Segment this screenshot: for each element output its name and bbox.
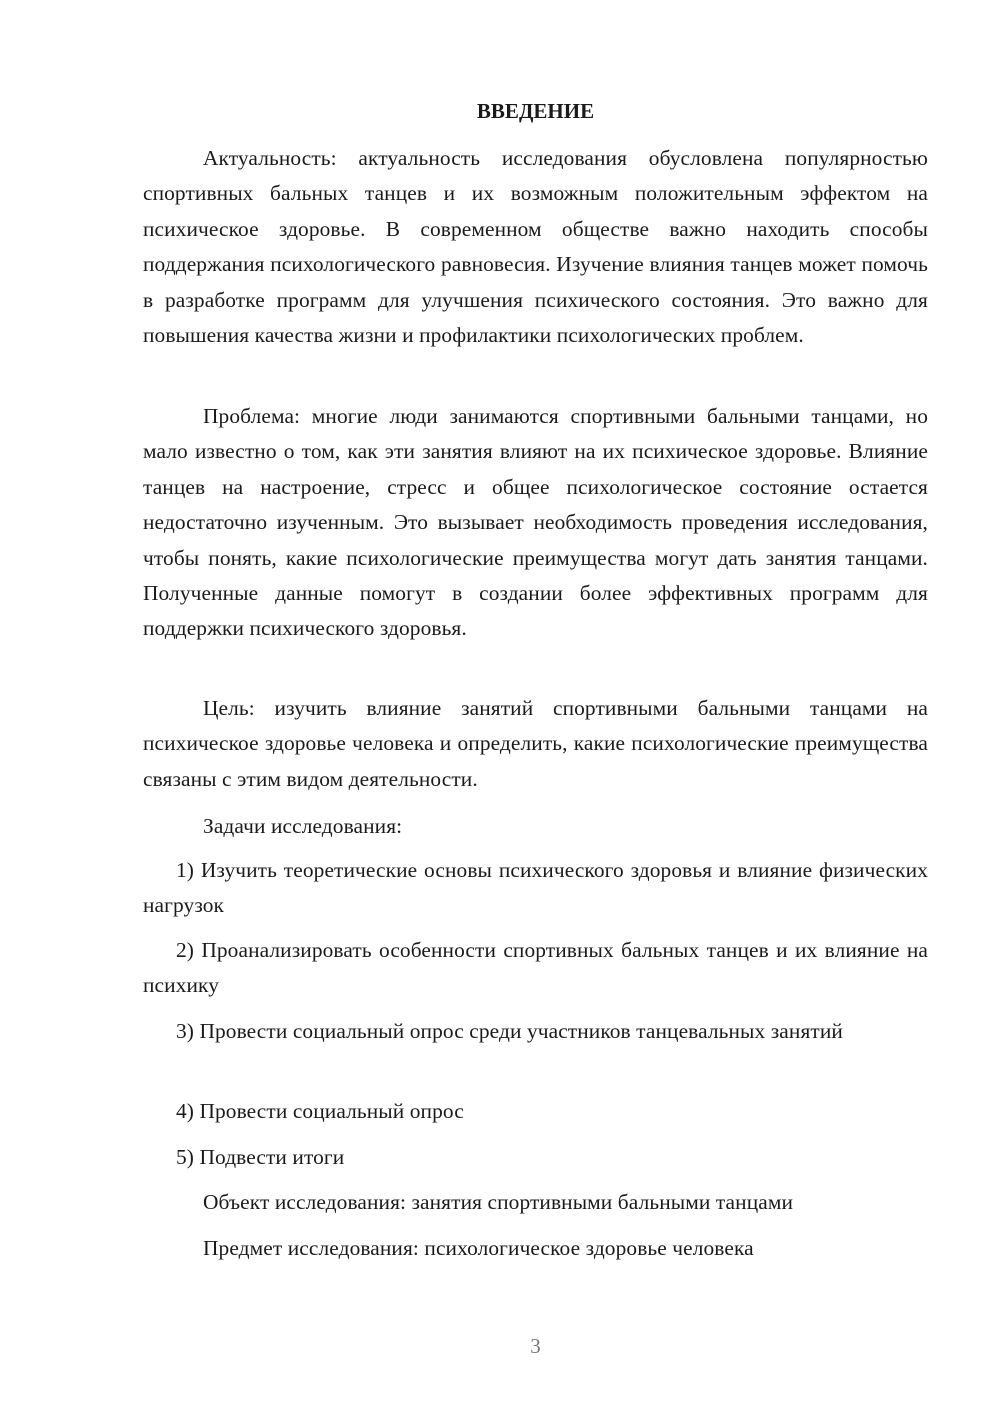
problem-paragraph: Проблема: многие люди занимаются спортивными бальными танцами, но мало известно о том, как эти занятия влияют на их психическое здоровье. Влияние танцев на настроение, стресс и общее психологическое состояние остается недостаточно изученным. Это вызывает необходимость проведения исследования, чтобы понять, какие психологические преимущества могут дать занятия танцами. Полученные данные помогут в создании более эффективных программ для поддержки психического здоровья. [143, 404, 928, 641]
document-page [143, 0, 928, 1414]
goal-paragraph: Цель: изучить влияние занятий спортивными бальными танцами на психическое здоровье человека и определить, какие психологические преимущества связаны с этим видом деятельности. [143, 696, 928, 791]
tasks-heading: Задачи исследования: [203, 814, 403, 838]
task-item-3: 3) Провести социальный опрос среди участников танцевальных занятий [176, 1019, 843, 1043]
task-item-1: 1) Изучить теоретические основы психического здоровья и влияние физических нагрузок [143, 858, 928, 918]
research-object: Объект исследования: занятия спортивными бальными танцами [203, 1190, 794, 1214]
task-item-5: 5) Подвести итоги [176, 1145, 345, 1169]
page-number: 3 [530, 1334, 541, 1358]
relevance-paragraph: Актуальность: актуальность исследования обусловлена популярностью спортивных бальных танцев и их возможным положительным эффектом на психическое здоровье. В современном обществе важно находить способы поддержания психологического равновесия. Изучение влияния танцев может помочь в разработке программ для улучшения психического состояния. Это важно для повышения качества жизни и профилактики психологических проблем. [143, 146, 928, 348]
page-title: ВВЕДЕНИЕ [476, 99, 595, 123]
task-item-2: 2) Проанализировать особенности спортивных бальных танцев и их влияние на психику [143, 938, 928, 998]
task-item-4: 4) Провести социальный опрос [176, 1099, 464, 1123]
research-subject: Предмет исследования: психологическое здоровье человека [203, 1236, 754, 1260]
